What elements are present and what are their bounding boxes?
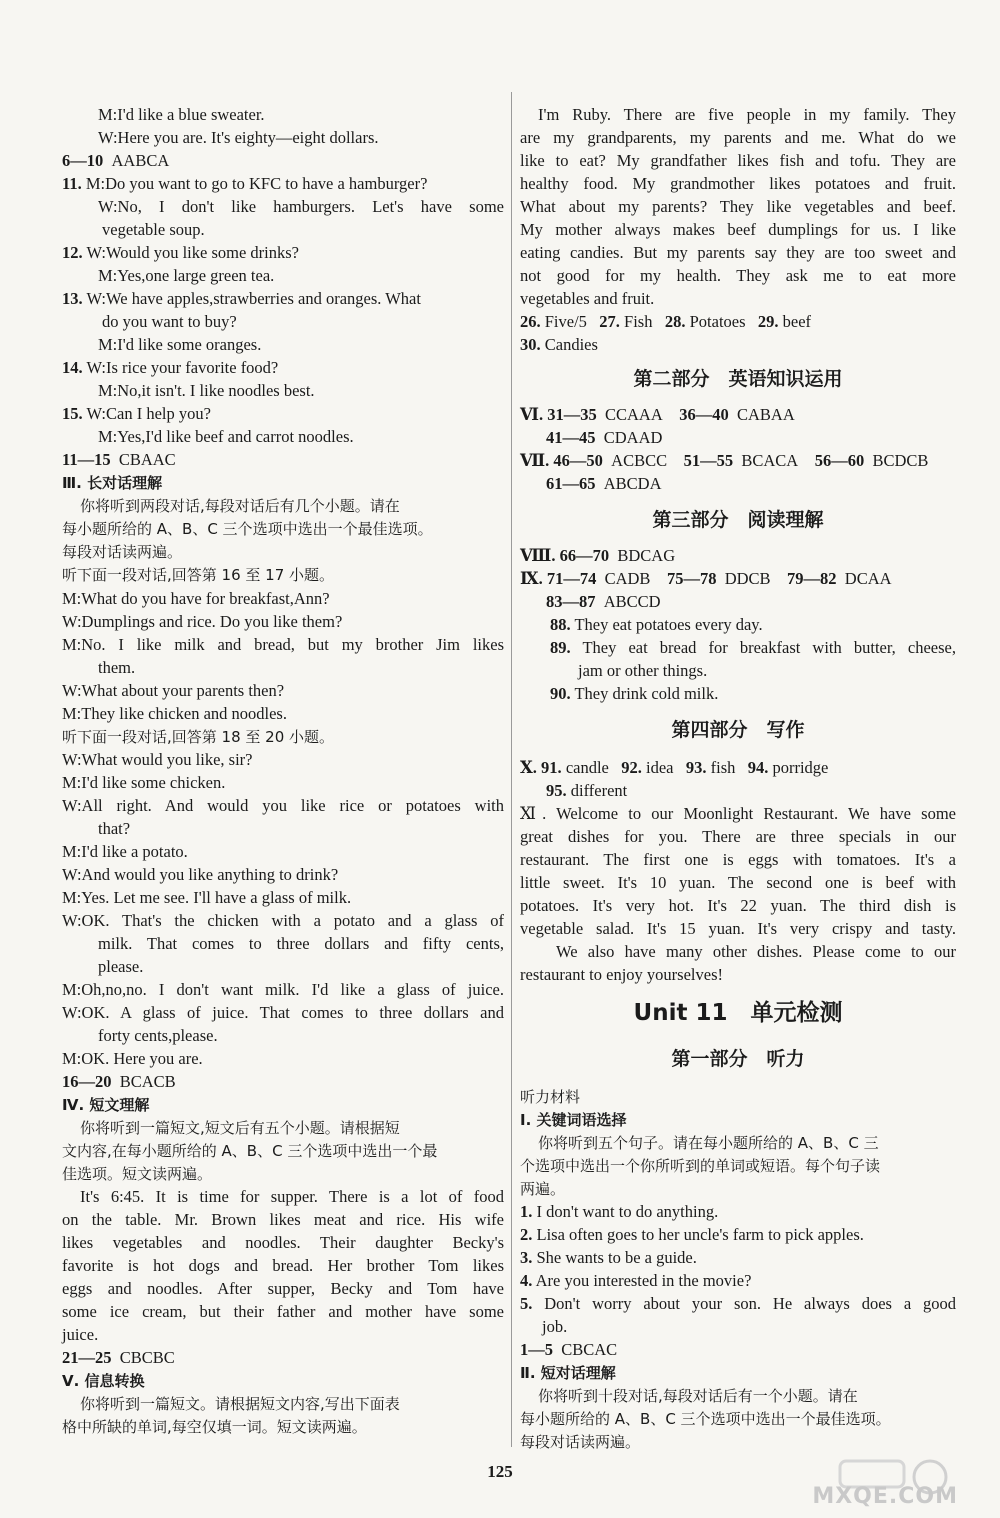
text-line: eggs and noodles. After supper, Becky and Tom have	[62, 1279, 504, 1298]
part-heading: 第四部分 写作	[671, 719, 805, 741]
answer-range: 51—55	[683, 451, 734, 470]
text-line: eating candies. But my parents say they are too sweet and	[520, 243, 956, 262]
answer-key: CABAA	[737, 405, 795, 424]
text-line: W:OK. A glass of juice. That comes to three dollars and	[62, 1003, 504, 1022]
instruction-line: 你将听到五个句子。请在每小题所给的 A、B、C 三	[538, 1134, 879, 1152]
section-heading: Ⅰ. 关键词语选择	[520, 1111, 627, 1129]
item-number: 27.	[599, 312, 620, 331]
answer-range: 21—25	[62, 1348, 112, 1367]
sentence-text: I don't want to do anything.	[536, 1202, 719, 1221]
text-line: job.	[542, 1317, 568, 1336]
section-heading: Ⅳ. 短文理解	[62, 1096, 150, 1114]
answer-key: Fish	[624, 312, 653, 331]
item-number: 15.	[62, 404, 83, 423]
answer-range: Ⅷ. 66—70	[520, 546, 610, 565]
text-line: please.	[98, 957, 144, 976]
dialogue-text: W:Is rice your favorite food?	[86, 358, 279, 377]
item-number: 92.	[621, 758, 642, 777]
instruction-line: 听下面一段对话,回答第 16 至 17 小题。	[62, 566, 335, 584]
answer-line	[520, 334, 956, 356]
answer-key: CDAAD	[603, 428, 663, 447]
answer-key: CBCBC	[119, 1348, 175, 1367]
answer-line	[520, 545, 956, 567]
answer-range: 83—87	[546, 592, 596, 611]
answer-range: 1—5	[520, 1340, 553, 1359]
answer-range: Ⅵ. 31—35	[520, 405, 597, 424]
text-line: favorite is hot dogs and bread. Her brother Tom likes	[62, 1256, 504, 1275]
item-number: 94.	[747, 758, 769, 777]
sentence-item	[520, 1247, 956, 1269]
item-number: 11.	[62, 174, 82, 193]
item-number: 30.	[520, 335, 541, 354]
answer-key: CCAAA	[604, 405, 663, 424]
dialogue-item	[62, 288, 504, 310]
answer-key: BDCAG	[617, 546, 676, 565]
answer-range: 61—65	[546, 474, 596, 493]
answer-range: Ⅸ. 71—74	[520, 569, 597, 588]
item-number: 89.	[550, 638, 571, 657]
answer-key: idea	[646, 758, 674, 777]
answer-range: 11—15	[62, 450, 111, 469]
text-line: W:What would you like, sir?	[62, 750, 253, 769]
text-line: potatoes. It's very hot. It's 22 yuan. The third dish is	[520, 896, 956, 915]
text-line: M:Oh,no,no. I don't want milk. I'd like a glass of juice.	[62, 980, 504, 999]
text-line: restaurant. The first one is eggs with tomatoes. It's a	[520, 850, 956, 869]
text-line: M:OK. Here you are.	[62, 1049, 203, 1068]
answer-range: 16—20	[62, 1072, 112, 1091]
item-number: 90.	[550, 684, 571, 703]
sentence-text: Are you interested in the movie?	[535, 1271, 752, 1290]
section-heading: Ⅲ. 长对话理解	[62, 474, 163, 492]
item-number: 3.	[520, 1248, 533, 1267]
answer-line	[62, 1071, 504, 1093]
instruction-line: 每段对话读两遍。	[62, 543, 183, 561]
answer-key: ABCCD	[603, 592, 661, 611]
sentence-text: Don't worry about your son. He always does a good	[544, 1294, 957, 1313]
instruction-line: 听下面一段对话,回答第 18 至 20 小题。	[62, 728, 335, 746]
unit-title: Unit 11 单元检测	[633, 1000, 843, 1026]
answer-text: They eat bread for breakfast with butter, cheese,	[582, 638, 957, 657]
item-number: 14.	[62, 358, 83, 377]
answer-key: ABCDA	[603, 474, 662, 493]
item-number: 88.	[550, 615, 571, 634]
dialogue-text: W:We have apples,strawberries and oranges. What	[86, 289, 421, 308]
answer-line	[520, 404, 956, 426]
text-line: It's 6:45. It is time for supper. There is a lot of food	[80, 1187, 504, 1206]
text-line: Ⅺ. Welcome to our Moonlight Restaurant. We have some	[520, 804, 956, 823]
answer-line	[520, 1339, 956, 1361]
text-line: My mother always makes beef dumplings for us. I like	[520, 220, 956, 239]
sentence-item	[520, 1293, 956, 1315]
answer-line	[546, 591, 956, 613]
text-line: that?	[98, 819, 131, 838]
answer-text: They eat potatoes every day.	[574, 615, 763, 634]
instruction-line: 你将听到一篇短文。请根据短文内容,写出下面表	[80, 1395, 400, 1413]
item-number: 4.	[520, 1271, 533, 1290]
text-line: likes vegetables and noodles. Their daughter Becky's	[62, 1233, 504, 1252]
answer-key: fish	[710, 758, 736, 777]
dialogue-item	[62, 403, 504, 425]
text-line: W:No, I don't like hamburgers. Let's have some	[98, 197, 504, 216]
answer-key: DCAA	[844, 569, 892, 588]
answer-key: BCDCB	[872, 451, 929, 470]
answer-line	[62, 1347, 504, 1369]
column-divider	[511, 92, 512, 1447]
text-line: M:I'd like some oranges.	[98, 335, 262, 354]
answer-range: 36—40	[679, 405, 729, 424]
sentence-item	[520, 1201, 956, 1223]
text-line: vegetable soup.	[102, 220, 205, 239]
answer-line	[62, 449, 504, 471]
answer-range: 75—78	[666, 569, 717, 588]
text-line: W:All right. And would you like rice or potatoes with	[62, 796, 504, 815]
text-line: are my grandparents, my parents and me. What do we	[520, 128, 956, 147]
answer-key: Candies	[544, 335, 598, 354]
text-line: like to eat? My grandfather likes fish and tofu. They are	[520, 151, 956, 170]
answer-key: beef	[782, 312, 812, 331]
answer-key: different	[570, 781, 628, 800]
item-number: 5.	[520, 1294, 533, 1313]
dialogue-text: W:Can I help you?	[86, 404, 211, 423]
answer-line	[550, 614, 956, 636]
item-number: 93.	[685, 758, 707, 777]
answer-key: CADB	[604, 569, 651, 588]
text-line: jam or other things.	[578, 661, 708, 680]
section-heading: Ⅱ. 短对话理解	[520, 1364, 616, 1382]
answer-key: CBAAC	[118, 450, 176, 469]
answer-range: 41—45	[546, 428, 596, 447]
instruction-line: 你将听到十段对话,每段对话后有一个小题。请在	[538, 1387, 858, 1405]
text-line: milk. That comes to three dollars and fifty cents,	[98, 934, 504, 953]
text-line: great dishes for you. There are three specials in our	[520, 827, 956, 846]
answer-line	[546, 780, 956, 802]
dialogue-text: M:Do you want to go to KFC to have a hamburger?	[85, 174, 428, 193]
text-line: What about my parents? They like vegetables and beef.	[520, 197, 956, 216]
instruction-line: 个选项中选出一个你所听到的单词或短语。每个句子读	[520, 1157, 881, 1175]
text-line: do you want to buy?	[102, 312, 237, 331]
text-line: M:I'd like some chicken.	[62, 773, 226, 792]
text-line: M:Yes. Let me see. I'll have a glass of milk.	[62, 888, 352, 907]
instruction-line: 每段对话读两遍。	[520, 1433, 641, 1451]
text-line: healthy food. My grandmother likes potatoes and fruit.	[520, 174, 956, 193]
answer-text: They drink cold milk.	[574, 684, 719, 703]
answer-line	[550, 637, 956, 659]
answer-line	[546, 473, 956, 495]
text-line: M:No. I like milk and bread, but my brother Jim likes	[62, 635, 504, 654]
text-line: juice.	[62, 1325, 99, 1344]
text-line: M:I'd like a blue sweater.	[98, 105, 265, 124]
answer-key: AABCA	[111, 151, 170, 170]
text-line: vegetables and fruit.	[520, 289, 655, 308]
text-line: W:OK. That's the chicken with a potato and a glass of	[62, 911, 504, 930]
text-line: M:I'd like a potato.	[62, 842, 188, 861]
answer-range: 56—60	[814, 451, 865, 470]
text-line: some ice cream, but their father and mother have some	[62, 1302, 504, 1321]
answer-line	[550, 683, 956, 705]
subsection-label: 听力材料	[520, 1088, 581, 1106]
instruction-line: 两遍。	[520, 1180, 566, 1198]
text-line: W:Dumplings and rice. Do you like them?	[62, 612, 343, 631]
text-line: W:What about your parents then?	[62, 681, 285, 700]
text-line: M:Yes,I'd like beef and carrot noodles.	[98, 427, 354, 446]
text-line: on the table. Mr. Brown likes meat and rice. His wife	[62, 1210, 504, 1229]
text-line: W:Here you are. It's eighty—eight dollars.	[98, 128, 379, 147]
item-number: 2.	[520, 1225, 533, 1244]
answer-key: candle	[565, 758, 609, 777]
item-number: 95.	[546, 781, 567, 800]
answer-line	[520, 311, 956, 333]
text-line: little sweet. It's 10 yuan. The second one is beef with	[520, 873, 956, 892]
dialogue-item	[62, 242, 504, 264]
answer-key: BCACA	[741, 451, 799, 470]
answer-range: Ⅶ. 46—50	[520, 451, 603, 470]
item-number: 12.	[62, 243, 83, 262]
sentence-text: She wants to be a guide.	[536, 1248, 697, 1267]
answer-line	[62, 150, 504, 172]
instruction-line: 你将听到一篇短文,短文后有五个小题。请根据短	[80, 1119, 400, 1137]
text-line: I'm Ruby. There are five people in my family. They	[538, 105, 956, 124]
text-line: them.	[98, 658, 136, 677]
answer-key: CBCAC	[561, 1340, 618, 1359]
item-number: 28.	[664, 312, 686, 331]
text-line: M:Yes,one large green tea.	[98, 266, 275, 285]
answer-range: 79—82	[787, 569, 837, 588]
text-line: M:What do you have for breakfast,Ann?	[62, 589, 330, 608]
answer-line	[520, 450, 956, 472]
instruction-line: 你将听到两段对话,每段对话后有几个小题。请在	[80, 497, 400, 515]
watermark-logo	[720, 1455, 970, 1513]
answer-key: Five/5	[544, 312, 587, 331]
dialogue-text: W:Would you like some drinks?	[86, 243, 299, 262]
text-line: forty cents,please.	[98, 1026, 218, 1045]
page-number: 125	[487, 1462, 513, 1481]
item-number: 1.	[520, 1202, 533, 1221]
part-heading: 第三部分 阅读理解	[652, 509, 824, 531]
sentence-item	[520, 1270, 956, 1292]
answer-key: BCACB	[119, 1072, 176, 1091]
answer-key: Potatoes	[689, 312, 746, 331]
dialogue-item	[62, 173, 504, 195]
answer-line	[546, 427, 956, 449]
instruction-line: 每小题所给的 A、B、C 三个选项中选出一个最佳选项。	[520, 1410, 891, 1428]
dialogue-item	[62, 357, 504, 379]
instruction-line: 文内容,在每小题所给的 A、B、C 三个选项中选出一个最	[62, 1142, 438, 1160]
text-line: M:They like chicken and noodles.	[62, 704, 287, 723]
answer-line	[520, 757, 956, 779]
answer-line	[520, 568, 956, 590]
item-number: 13.	[62, 289, 83, 308]
watermark-text: MXQE.COM	[812, 1484, 958, 1509]
section-heading: Ⅴ. 信息转换	[62, 1372, 145, 1390]
instruction-line: 每小题所给的 A、B、C 三个选项中选出一个最佳选项。	[62, 520, 433, 538]
answer-key: porridge	[772, 758, 829, 777]
text-line: We also have many other dishes. Please come to our	[556, 942, 956, 961]
item-number: 26.	[520, 312, 541, 331]
answer-range: 6—10	[62, 151, 104, 170]
text-line: restaurant to enjoy yourselves!	[520, 965, 723, 984]
item-number: 29.	[757, 312, 779, 331]
text-line: W:And would you like anything to drink?	[62, 865, 339, 884]
instruction-line: 佳选项。短文读两遍。	[62, 1165, 213, 1183]
text-line: M:No,it isn't. I like noodles best.	[98, 381, 315, 400]
text-line: not good for my health. They ask me to eat more	[520, 266, 956, 285]
answer-key: DDCB	[724, 569, 771, 588]
part-heading: 第二部分 英语知识运用	[633, 368, 843, 390]
answer-key: ACBCC	[611, 451, 668, 470]
instruction-line: 格中所缺的单词,每空仅填一词。短文读两遍。	[62, 1418, 367, 1436]
sentence-item	[520, 1224, 956, 1246]
sentence-text: Lisa often goes to her uncle's farm to pick apples.	[536, 1225, 864, 1244]
item-number: Ⅹ. 91.	[520, 758, 562, 777]
part-heading: 第一部分 听力	[671, 1048, 805, 1070]
text-line: vegetable salad. It's 15 yuan. It's very crispy and tasty.	[520, 919, 956, 938]
